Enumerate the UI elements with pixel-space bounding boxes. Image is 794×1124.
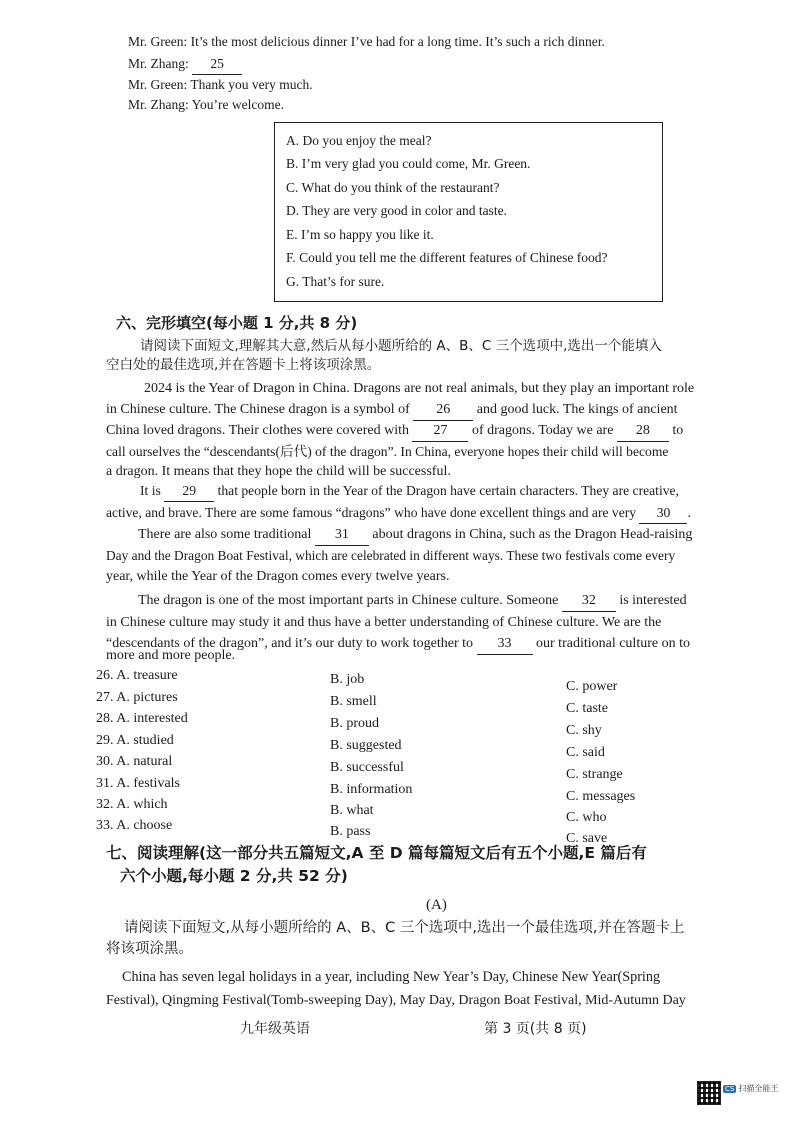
passage-line: Day and the Dragon Boat Festival, which are celebrated in different ways. These two festivals come every [106,548,676,563]
passage-line: China has seven legal holidays in a year, including New Year’s Day, Chinese New Year(Spring [122,969,661,985]
passage-text: that people born in the Year of the Dragon have certain characters. They are creative, [217,483,679,498]
choice-row [96,754,172,770]
scanner-badge [723,1083,778,1094]
blank-26: 26 [413,400,473,421]
qr-code-icon [697,1081,721,1105]
passage-text: “descendants of the dragon”, and it’s our duty to work together to [106,636,474,651]
passage-line [140,481,794,502]
passage-line: more and more people. [106,648,236,663]
passage-line: a dragon. It means that they hope the child will be successful. [106,464,451,479]
passage-text: is interested [619,593,687,608]
choice-a: A. which [116,797,168,812]
dialogue-line [128,54,242,75]
blank-31: 31 [315,525,369,546]
passage-text: to [672,423,684,438]
choice-a: A. studied [116,733,174,748]
blank-32: 32 [562,591,616,612]
choice-a: A. festivals [116,776,180,791]
instruction: 空白处的最佳选项,并在答题卡上将该项涂黑。 [106,357,381,373]
choice-row [96,668,178,684]
question-number: 27. [96,690,114,705]
blank-29: 29 [164,481,214,502]
choice-b: B. smell [330,694,377,709]
choice-b: B. pass [330,824,371,839]
footer-subject: 九年级英语 [240,1021,310,1037]
dialogue-line: Mr. Zhang: You’re welcome. [128,97,284,112]
choice-b: B. suggested [330,738,402,753]
choice-c: C. power [566,679,618,694]
option-item: F. Could you tell me the different features of Chinese food? [286,250,608,265]
scanner-name: 扫描全能王 [738,1084,779,1093]
passage-line [106,503,770,524]
passage-text: . [687,505,691,520]
choice-c: C. strange [566,767,623,782]
blank-28: 28 [617,421,669,442]
choice-b: B. what [330,803,374,818]
passage-text: The dragon is one of the most important parts in Chinese culture. Someone [138,593,559,608]
passage-text: in Chinese culture. The Chinese dragon is a symbol of [106,402,410,417]
question-number: 26. [96,668,114,683]
option-item: E. I’m so happy you like it. [286,227,434,242]
passage-line [106,421,770,442]
choice-row [96,733,174,749]
options-box [274,122,663,302]
blank-27: 27 [412,421,468,442]
choice-b: B. proud [330,716,379,731]
choice-c: C. who [566,810,607,825]
option-item: G. That’s for sure. [286,274,385,289]
choice-row [96,711,188,727]
passage-line: 2024 is the Year of Dragon in China. Dragons are not real animals, but they play an important role [144,381,695,396]
passage-line [138,591,794,612]
passage-line: in Chinese culture may study it and thus have a better understanding of Chinese culture. We are the [106,615,662,630]
option-item: C. What do you think of the restaurant? [286,180,500,195]
instruction: 请阅读下面短文,理解其大意,然后从每小题所给的 A、B、C 三个选项中,选出一个能填入 [140,338,662,354]
blank-33: 33 [477,634,533,655]
choice-c: C. messages [566,789,636,804]
section-title: 六、完形填空(每小题 1 分,共 8 分) [116,314,358,332]
section-title: 六个小题,每小题 2 分,共 52 分) [120,867,348,885]
choice-a: A. choose [116,818,173,833]
speaker: Mr. Zhang: [128,56,189,71]
section-title: 七、阅读理解(这一部分共五篇短文,A 至 D 篇每篇短文后有五个小题,E 篇后有 [106,844,647,862]
choice-b: B. job [330,672,365,687]
blank-25: 25 [192,54,242,75]
passage-text: our traditional culture on to [536,636,690,651]
passage-label: (A) [426,897,447,913]
passage-line: call ourselves the “descendants(后代) of the dragon”. In China, everyone hopes their child will become [106,444,669,459]
choice-a: A. natural [116,754,173,769]
passage-text: It is [140,483,161,498]
choice-row [96,818,172,834]
passage-text: and good luck. The kings of ancient [476,402,678,417]
choice-a: A. interested [116,711,188,726]
passage-text: There are also some traditional [138,527,312,542]
question-number: 31. [96,776,114,791]
passage-text: China loved dragons. Their clothes were covered with [106,423,409,438]
choice-row [96,776,180,792]
choice-b: B. information [330,782,413,797]
question-number: 32. [96,797,114,812]
question-number: 29. [96,733,114,748]
choice-row [96,690,178,706]
choice-c: C. shy [566,723,602,738]
choice-c: C. taste [566,701,608,716]
instruction: 将该项涂黑。 [106,941,193,957]
question-number: 30. [96,754,114,769]
choice-c: C. said [566,745,605,760]
footer-page-number: 第 3 页(共 8 页) [484,1021,587,1037]
choice-row [96,797,168,813]
dialogue-line: Mr. Green: It’s the most delicious dinner I’ve had for a long time. It’s such a rich dinner. [128,34,605,49]
passage-text: active, and brave. There are some famous “dragons” who have done excellent things and are very [106,505,637,520]
passage-line [138,525,794,546]
passage-line: Festival), Qingming Festival(Tomb-sweeping Day), May Day, Dragon Boat Festival, Mid-Autumn Day [106,993,686,1008]
option-item: D. They are very good in color and taste. [286,203,507,218]
camscanner-logo-icon: CS [725,1085,735,1093]
passage-line: year, while the Year of the Dragon comes every twelve years. [106,569,450,584]
passage-text: about dragons in China, such as the Dragon Head-raising [372,527,693,542]
option-item: A. Do you enjoy the meal? [286,133,432,148]
passage-line [106,400,770,421]
question-number: 33. [96,818,114,833]
dialogue-line: Mr. Green: Thank you very much. [128,77,313,92]
option-item: B. I’m very glad you could come, Mr. Green. [286,156,531,171]
choice-c: C. save [566,831,608,846]
choice-b: B. successful [330,760,404,775]
choice-a: A. pictures [116,690,178,705]
choice-a: A. treasure [116,668,178,683]
passage-text: of dragons. Today we are [471,423,614,438]
question-number: 28. [96,711,114,726]
instruction: 请阅读下面短文,从每小题所给的 A、B、C 三个选项中,选出一个最佳选项,并在答题卡上 [124,920,685,936]
blank-30: 30 [639,503,687,524]
